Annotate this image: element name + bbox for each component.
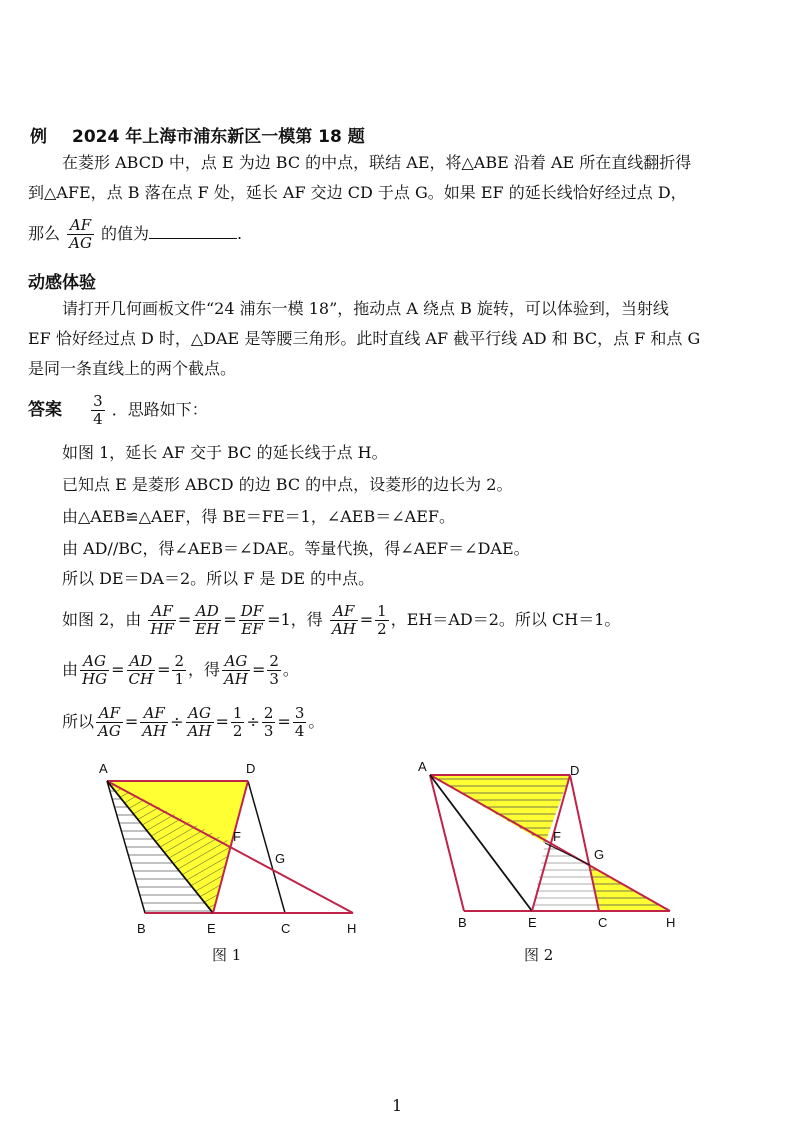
fraction-3-4 <box>293 705 307 740</box>
fraction-numerator: AF <box>96 705 123 723</box>
dynamic-line-2: EF 恰好经过点 D 时，△DAE 是等腰三角形。此时直线 AF 截平行线 AD 和 BC，点 F 和点 G <box>28 329 701 348</box>
solution-step-3: 由△AEB≌△AEF，得 BE＝FE＝1，∠AEB＝∠AEF。 <box>62 507 455 526</box>
point-label-g: G <box>275 851 286 866</box>
point-label-h: H <box>666 915 676 930</box>
fraction-denominator: 4 <box>93 410 103 428</box>
step-7-pre: 由 <box>62 660 79 679</box>
fraction-numerator: DF <box>240 602 264 620</box>
step-8-pre: 所以 <box>62 712 95 731</box>
fraction-numerator: AD <box>193 603 221 621</box>
step-7-post: 。 <box>282 660 299 679</box>
step-6-post: ，EH＝AD＝2。所以 CH＝1。 <box>390 610 621 629</box>
page-number: 1 <box>392 1096 403 1115</box>
fraction-af-ag <box>67 217 94 252</box>
fraction-denominator: HF <box>150 620 174 638</box>
dynamic-line-3: 是同一条直线上的两个截点。 <box>28 359 237 378</box>
problem-line-2: 到△AFE，点 B 落在点 F 处，延长 AF 交边 CD 于点 G。如果 EF 的延长线恰好经过点 D， <box>28 183 687 202</box>
problem-line-3-pre: 那么 <box>28 224 61 243</box>
point-label-d: D <box>570 763 580 778</box>
example-label: 例 <box>30 127 47 147</box>
fraction-2-3-b <box>262 705 276 740</box>
fraction-denominator: 3 <box>269 670 279 688</box>
fraction-ad-ch <box>127 653 156 688</box>
fraction-numerator: 2 <box>174 652 185 670</box>
point-label-c: C <box>598 915 608 930</box>
fraction-denominator: HG <box>82 670 108 688</box>
fraction-denominator: 4 <box>294 722 305 740</box>
fraction-denominator: 2 <box>232 722 243 740</box>
point-label-c: C <box>281 921 291 936</box>
step-8-post: 。 <box>308 712 325 731</box>
problem-line-1: 在菱形 ABCD 中，点 E 为边 BC 的中点，联结 AE，将△ABE 沿着 AE 所在直线翻折得 <box>62 153 692 172</box>
problem-line-3-end: . <box>237 224 243 243</box>
solution-step-2: 已知点 E 是菱形 ABCD 的边 BC 的中点，设菱形的边长为 2。 <box>62 475 513 494</box>
fraction-numerator: AF <box>67 217 94 235</box>
solution-step-6: 如图 2，由 $\frac{AF}{HF}$ = $\frac{AD}{EH}$ = $\frac{DF}{EF}$ =1，得 $\frac{AF}{AH}$ = $\frac{1}{2}$ ，EH＝AD＝2。所以 CH＝1。 <box>62 602 621 638</box>
figure-1-caption: 图 1 <box>212 946 242 964</box>
fraction-numerator: AG <box>186 705 214 723</box>
fraction-2-1 <box>172 653 186 688</box>
point-label-d: D <box>246 761 256 776</box>
fraction-denominator: 2 <box>377 620 387 638</box>
dynamic-line-1: 请打开几何画板文件“24 浦东一模 18”，拖动点 A 绕点 B 旋转，可以体验到，当射线 <box>62 299 669 318</box>
step-6-pre: 如图 2，由 <box>62 610 142 629</box>
fraction-ag-ah-2 <box>186 705 214 740</box>
solution-step-5: 所以 DE＝DA＝2。所以 F 是 DE 的中点。 <box>62 569 375 588</box>
fraction-denominator: EH <box>195 620 220 638</box>
point-label-e: E <box>528 915 537 930</box>
step-6-eq1: =1，得 <box>267 610 323 629</box>
fraction-numerator: AD <box>127 653 156 671</box>
edge-dc <box>248 781 285 913</box>
fraction-numerator: 2 <box>269 652 279 670</box>
fraction-numerator: AG <box>222 653 250 671</box>
point-label-h: H <box>347 921 357 936</box>
point-label-e: E <box>207 921 216 936</box>
fraction-numerator: 1 <box>232 704 243 722</box>
fraction-1-2 <box>375 603 389 638</box>
problem-line-3 <box>28 214 242 254</box>
edge-ab <box>430 775 464 911</box>
problem-line-3-post: 的值为 <box>101 224 150 243</box>
fraction-ad-eh <box>193 603 221 638</box>
answer-blank <box>149 222 237 239</box>
fraction-2-3 <box>267 653 281 688</box>
fraction-numerator: AF <box>148 603 176 621</box>
point-label-b: B <box>458 915 467 930</box>
fraction-numerator: 1 <box>377 602 387 620</box>
point-label-f: F <box>553 829 561 844</box>
fraction-numerator: 3 <box>93 392 103 410</box>
triangle-adf-stripes <box>430 775 570 843</box>
solution-step-4: 由 AD//BC，得∠AEB＝∠DAE。等量代换，得∠AEF＝∠DAE。 <box>62 539 530 558</box>
solution-step-1: 如图 1，延长 AF 交于 BC 的延长线于点 H。 <box>62 443 388 462</box>
answer-header <box>28 390 208 430</box>
fraction-af-ag-result <box>96 705 123 740</box>
solution-step-7: 由 $\frac{AG}{HG}$ = $\frac{AD}{CH}$ = $\frac{2}{1}$ ，得 $\frac{AG}{AH}$ = $\frac{2}{3}$ 。 <box>62 652 299 688</box>
figure-2 <box>412 755 692 940</box>
fraction-af-ah-2 <box>140 705 168 740</box>
fraction-numerator: 2 <box>263 704 274 722</box>
fraction-denominator: EF <box>241 620 263 638</box>
fraction-numerator: 3 <box>294 704 305 722</box>
fraction-denominator: 3 <box>263 722 274 740</box>
answer-post: ．思路如下： <box>111 400 208 419</box>
fraction-denominator: AH <box>224 670 248 688</box>
step-7-mid: ，得 <box>188 660 221 679</box>
fraction-ag-hg <box>80 653 109 688</box>
fraction-denominator: AH <box>331 620 356 638</box>
fraction-numerator: AG <box>80 653 109 671</box>
fraction-af-hf <box>148 603 176 638</box>
solution-step-8: 所以 $\frac{AF}{AG}$ = $\frac{AF}{AH}$ ÷ $\frac{AG}{AH}$ = $\frac{1}{2}$ ÷ $\frac{2}{3}$ = $\frac{3}{4}$ 。 <box>62 704 325 740</box>
fraction-df-ef <box>239 603 265 638</box>
fraction-numerator: AF <box>140 705 168 723</box>
fraction-denominator: CH <box>128 670 154 688</box>
point-label-g: G <box>594 847 605 862</box>
fraction-ag-ah <box>222 653 250 688</box>
figure-2-caption: 图 2 <box>524 946 554 964</box>
fraction-1-2-b <box>231 705 245 740</box>
dynamic-title: 动感体验 <box>28 273 96 293</box>
fraction-denominator: AH <box>187 722 212 740</box>
answer-label: 答案 <box>28 400 62 420</box>
fraction-denominator: AG <box>69 234 92 252</box>
fraction-denominator: AH <box>142 722 167 740</box>
point-label-a: A <box>418 759 427 774</box>
fraction-denominator: AG <box>98 722 121 740</box>
point-label-f: F <box>233 829 241 844</box>
answer-fraction <box>91 393 105 428</box>
point-label-a: A <box>99 761 108 776</box>
fraction-numerator: AF <box>330 603 358 621</box>
example-title: 2024 年上海市浦东新区一模第 18 题 <box>72 127 365 147</box>
fraction-denominator: 1 <box>174 670 185 688</box>
fraction-af-ah <box>330 603 358 638</box>
point-label-b: B <box>137 921 146 936</box>
figure-1 <box>95 755 375 940</box>
